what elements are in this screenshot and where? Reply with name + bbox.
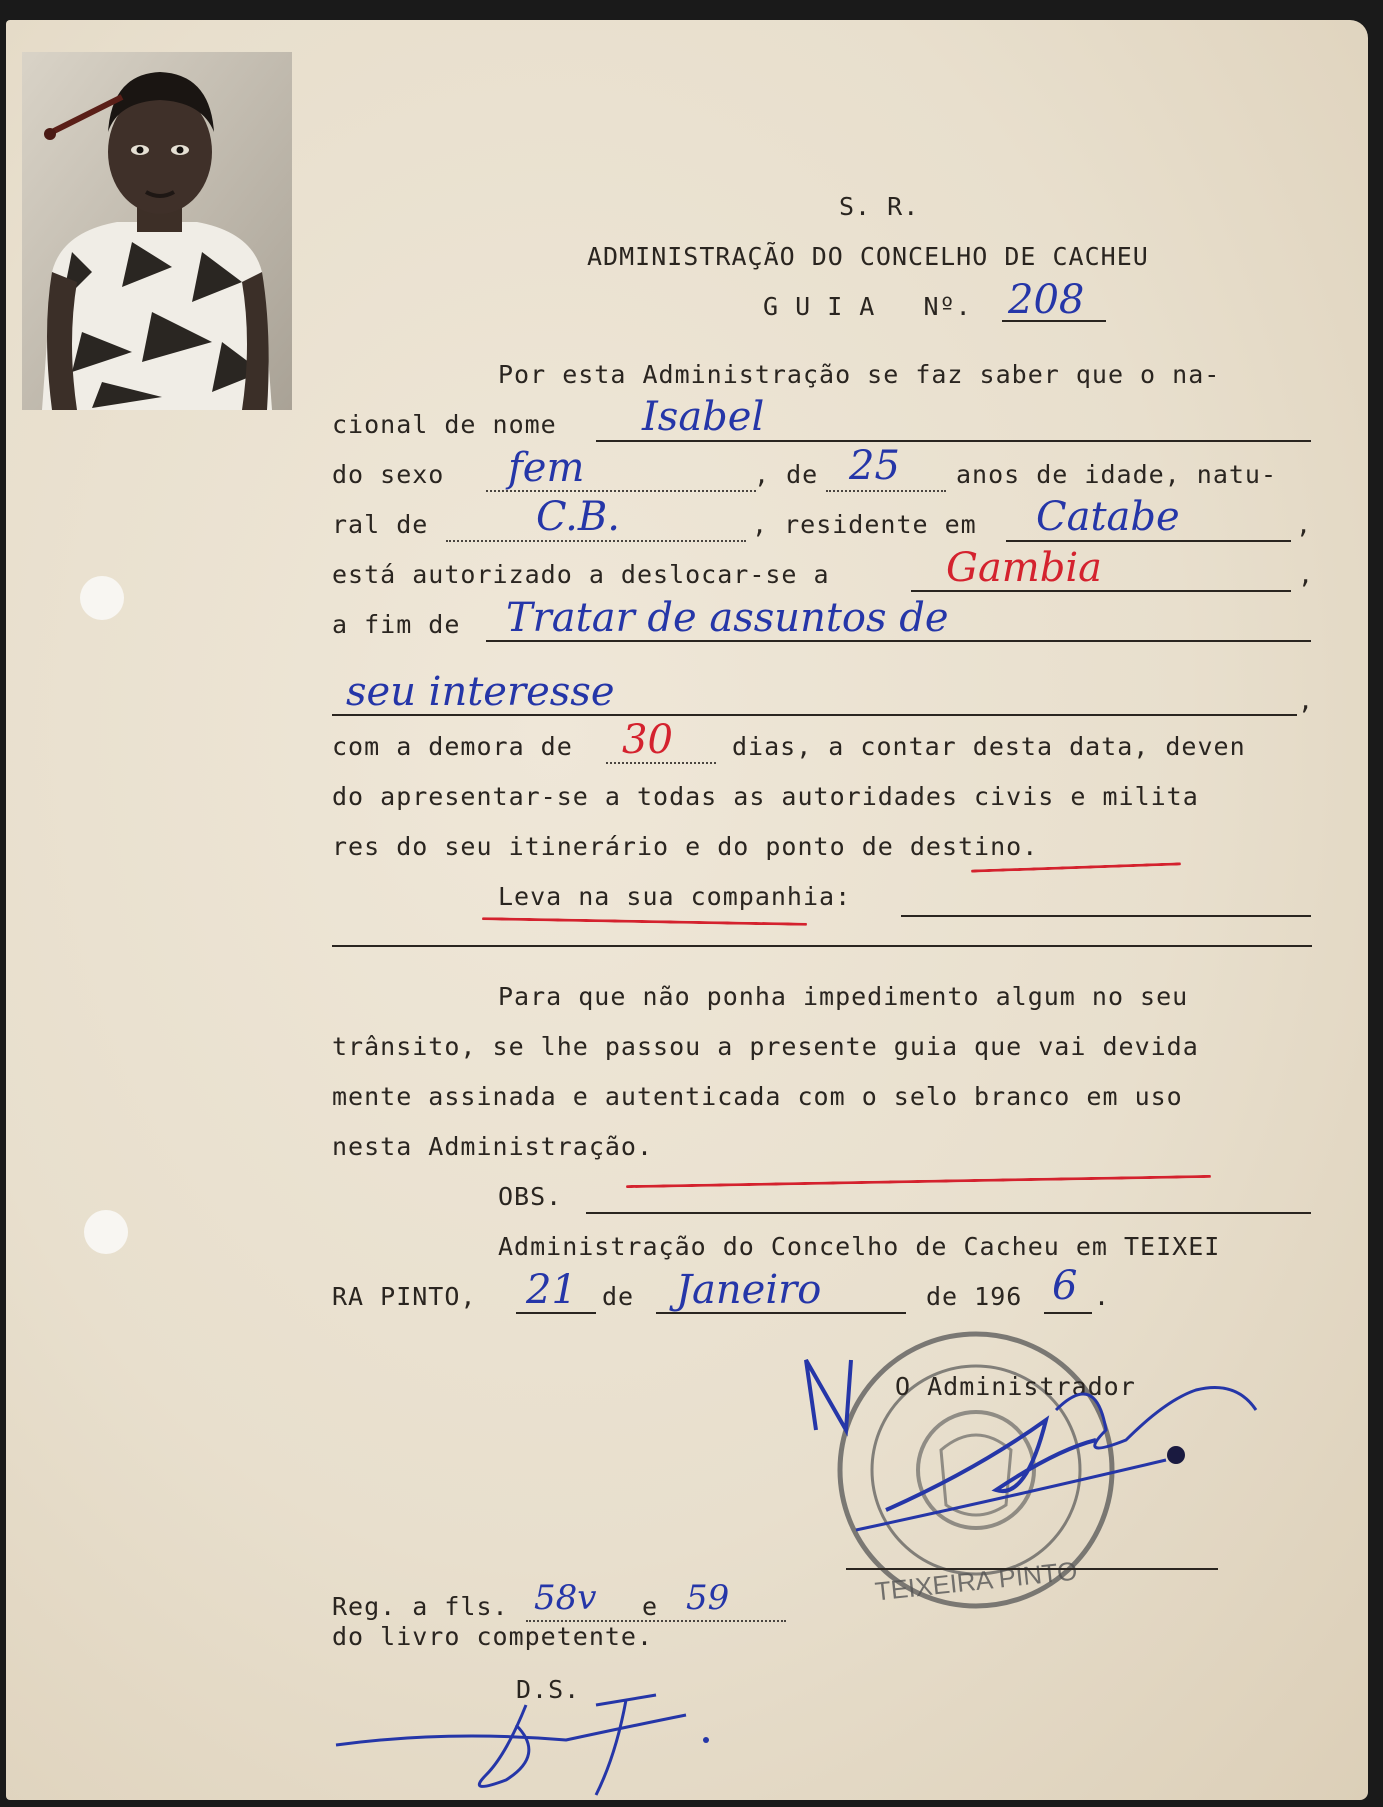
date-period: . [1094, 1282, 1111, 1311]
purpose-underline-2 [332, 714, 1297, 716]
place-line-1: Administração do Concelho de Cacheu em TEIXEI [498, 1232, 1221, 1261]
days-label: com a demora de [332, 732, 573, 761]
days-suffix: dias, a contar desta data, deven [732, 732, 1246, 761]
para-line-3: mente assinada e autenticada com o selo branco em uso [332, 1082, 1183, 1111]
residence-value: Catabe [1036, 494, 1180, 540]
reg-line-2: do livro competente. [332, 1622, 654, 1651]
reg-fls-value: 58v [534, 1578, 597, 1618]
obs-red-dash [626, 1175, 1211, 1188]
para-line-1: Para que não ponha impedimento algum no seu [498, 982, 1189, 1011]
body-line-10: res do seu itinerário e do ponto de destino. [332, 832, 1039, 861]
date-day: 21 [526, 1267, 577, 1313]
body-line-9: do apresentar-se a todas as autoridades civis e milita [332, 782, 1199, 811]
date-year-last: 6 [1052, 1263, 1078, 1309]
para-line-2: trânsito, se lhe passou a presente guia que vai devida [332, 1032, 1199, 1061]
companhia-underline [901, 915, 1311, 917]
administrator-signature [796, 1350, 1336, 1560]
age-value: 25 [849, 443, 900, 489]
reg-and: e [642, 1592, 659, 1621]
sex-dots [486, 490, 756, 492]
purpose-comma: , [1298, 686, 1315, 715]
age-dots [826, 490, 946, 492]
sex-label: do sexo [332, 460, 445, 489]
name-value: Isabel [642, 394, 765, 440]
name-label: cional de nome [332, 410, 557, 439]
seal-text: TEIXEIRA PINTO [873, 1555, 1079, 1607]
guia-number: 208 [1008, 277, 1085, 323]
companhia-underline-2 [332, 945, 1312, 947]
residence-comma: , [1296, 510, 1313, 539]
date-year-underline [1044, 1312, 1092, 1314]
place-prefix: RA PINTO, [332, 1282, 477, 1311]
guia-label: G U I A Nº. [763, 292, 972, 321]
purpose-value-1: Tratar de assuntos de [506, 595, 949, 641]
date-year-prefix: de 196 [926, 1282, 1023, 1311]
destination-comma: , [1298, 560, 1315, 589]
days-dots [606, 762, 716, 764]
companhia-red-dash-1 [971, 862, 1181, 872]
signature-line [846, 1568, 1218, 1570]
reg-label: Reg. a fls. [332, 1592, 509, 1621]
origin-value: C.B. [536, 494, 621, 540]
destination-value: Gambia [946, 545, 1102, 591]
name-underline [596, 440, 1311, 442]
document-paper [6, 20, 1368, 1800]
guia-number-underline [1002, 320, 1106, 322]
origin-label: ral de [332, 510, 429, 539]
origin-dots [446, 540, 746, 542]
companhia-red-dash-2 [482, 917, 807, 926]
age-label: , de [754, 460, 819, 489]
purpose-value-2: seu interesse [346, 669, 615, 715]
id-photo [22, 52, 292, 410]
header-title: ADMINISTRAÇÃO DO CONCELHO DE CACHEU [587, 242, 1149, 271]
obs-underline [586, 1212, 1311, 1214]
administrador-label: O Administrador [895, 1372, 1136, 1401]
sex-value: fem [508, 445, 585, 491]
date-month: Janeiro [676, 1267, 822, 1313]
header-sr: S. R. [839, 192, 920, 221]
purpose-underline-1 [486, 640, 1311, 642]
age-suffix: anos de idade, natu- [956, 460, 1278, 489]
para-line-4: nesta Administração. [332, 1132, 654, 1161]
purpose-label: a fim de [332, 610, 461, 639]
reg-fls2-value: 59 [686, 1578, 730, 1618]
residence-underline [1006, 540, 1291, 542]
body-line-1: Por esta Administração se faz saber que o na- [498, 360, 1221, 389]
destination-label: está autorizado a deslocar-se a [332, 560, 830, 589]
date-de-1: de [602, 1282, 635, 1311]
ds-signature [326, 1685, 746, 1805]
date-day-underline [516, 1312, 596, 1314]
destination-underline [911, 590, 1291, 592]
obs-label: OBS. [498, 1182, 563, 1211]
days-value: 30 [622, 717, 673, 763]
ds-label: D.S. [516, 1675, 581, 1704]
punch-hole-bottom [84, 1210, 128, 1254]
residence-label: , residente em [752, 510, 977, 539]
punch-hole-top [80, 576, 124, 620]
date-month-underline [656, 1312, 906, 1314]
companhia-label: Leva na sua companhia: [498, 882, 852, 911]
